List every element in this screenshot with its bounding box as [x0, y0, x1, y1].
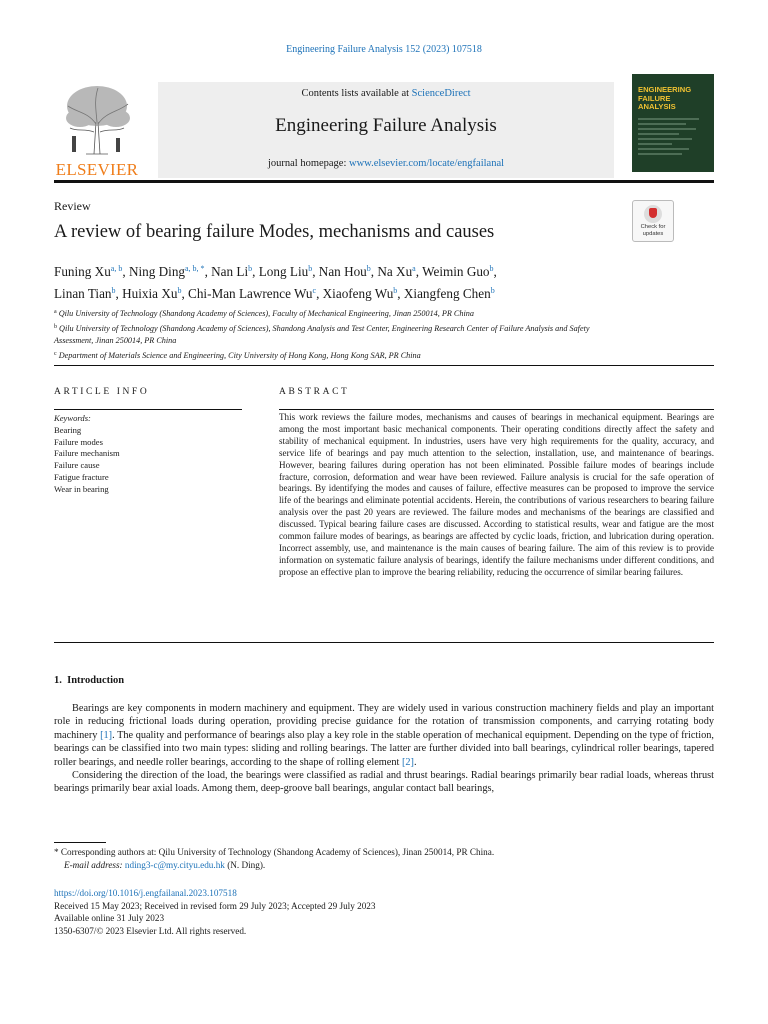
online-date: Available online 31 July 2023 — [54, 913, 165, 924]
keyword: Failure modes — [54, 436, 103, 447]
journal-homepage: journal homepage: www.elsevier.com/locate/engfailanal — [267, 158, 505, 169]
author-affiliation-marker[interactable]: a, b, * — [185, 264, 205, 273]
abstract-rule — [279, 409, 714, 410]
author-affiliation-marker[interactable]: b — [177, 286, 182, 295]
author[interactable]: Huixia Xu — [122, 286, 178, 301]
author[interactable]: Xiangfeng Chen — [403, 286, 491, 301]
elsevier-wordmark: ELSEVIER — [55, 160, 139, 179]
paragraph: Bearings are key components in modern machinery and equipment. They are widely used in various construction machinery fields and play an important role in reducing frictional loads during operation, providing precise guidance for the rotation of transmission components, and carrying rotating body machinery [1]. The quality and performance of bearings also play a key role in the stable operation of mechanical equipment. Depending on the type of friction, bearings can be classified into two main types: sliding and rolling bearings. The latter are further divided into ball bearings, cylindrical roller bearings, tapered roller bearings, and needle roller bearings, according to the shape of rolling element [2]. — [54, 703, 714, 768]
author[interactable]: Funing Xu — [54, 264, 111, 279]
affiliations — [54, 306, 614, 363]
author-affiliation-marker[interactable]: b — [393, 286, 398, 295]
publication-info — [54, 887, 376, 937]
author[interactable]: Xiaofeng Wu — [322, 286, 394, 301]
journal-header-box — [158, 82, 614, 178]
keyword: Bearing — [54, 424, 82, 435]
author-affiliation-marker[interactable]: b — [248, 264, 253, 273]
author-affiliation-marker[interactable]: a, b — [110, 264, 123, 273]
author[interactable]: Nan Hou — [318, 264, 367, 279]
author-affiliation-marker[interactable]: b — [489, 264, 494, 273]
journal-title: Engineering Failure Analysis — [275, 115, 497, 136]
journal-banner — [54, 74, 714, 178]
contents-line: Contents lists available at ScienceDirect — [301, 88, 471, 99]
footnote-rule — [54, 842, 106, 843]
check-for-updates-label: Check for updates — [640, 224, 666, 237]
abstract-text: This work reviews the failure modes, mechanisms and causes of bearings in mechanical equipment. Bearings are among the most important basic mechanical components. Their operating conditions directly affect the safety and stability of mechanical equipment. In industries, users have very high requirements for the quality, accuracy, and service life of bearings and pay much attention to the selection, installation, use, and maintenance of bearings. However, bearing failures during operation has not been eliminated. Possible failure modes of bearings include fracture, corrosion, deformation and wear have been reviewed. Failure analysis is crucial for the safe operation of bearings. By identifying the modes and causes of failure, effective measures can be proposed to improve the service life of the bearings and eliminate potential accidents. Herein, the contributions of various researchers to bearing failure analysis over the past 20 years are reviewed. The failure modes and mechanisms of the bearings are classified and discussed. Typical bearing failure cases are discussed. According to statistical results, wear and fatigue are the most common failure modes of bearings, as bearings are affected by cyclic loads, friction, and lubrication during operation. Incorrect assembly, use, and maintenance is the main causes of bearing failure. The aim of this review is to provide information on systematic failure analysis of bearings, identify the failure mechanisms under different conditions, and propose an effective plan to improve the bearing reliability, reducing the occurrence of similar bearing failures. — [279, 412, 714, 577]
section-heading-introduction: 1. Introduction — [54, 675, 125, 686]
cover-decoration — [638, 118, 706, 158]
author[interactable]: Na Xu — [377, 264, 413, 279]
author-affiliation-marker[interactable]: b — [490, 286, 495, 295]
journal-cover-thumbnail[interactable] — [632, 74, 714, 172]
author-line-2: Linan Tian$^b$, Huixia Xu$^b$, Chi-Man Lawrence Wu$^c$, Xiaofeng Wu$^b$, Xiangfeng Chen$^b$ — [54, 286, 495, 301]
author-affiliation-marker[interactable]: b — [366, 264, 371, 273]
received-dates: Received 15 May 2023; Received in revised form 29 July 2023; Accepted 29 July 2023 — [54, 900, 376, 911]
author-affiliation-marker[interactable]: a — [412, 264, 416, 273]
abstract-end-rule — [54, 642, 714, 643]
keyword: Fatigue fracture — [54, 471, 109, 482]
section-divider — [54, 365, 714, 366]
citation-link[interactable]: [1] — [100, 729, 113, 741]
keywords-block — [54, 413, 120, 496]
author[interactable]: Linan Tian — [54, 286, 112, 301]
author[interactable]: Long Liu — [258, 264, 309, 279]
keyword: Failure cause — [54, 460, 100, 471]
article-type: Review — [54, 199, 91, 213]
author-line-1: Funing Xu$^{a, b}$, Ning Ding$^{a, b, *}$, Nan Li$^b$, Long Liu$^b$, Nan Hou$^b$, Na Xu$^a$, Weimin Guo$^b$, — [54, 264, 497, 279]
article-info-rule — [54, 409, 242, 410]
author-affiliation-marker[interactable]: c — [312, 286, 317, 295]
affiliation: $^c$ Department of Materials Science and Engineering, City University of Hong Kong, Hong Kong SAR, PR China — [54, 351, 421, 360]
keywords-label: Keywords: — [54, 413, 91, 423]
citation-link[interactable]: [2] — [401, 756, 414, 768]
author-list — [54, 259, 654, 303]
paper-title: A review of bearing failure Modes, mechanisms and causes — [54, 222, 495, 242]
author[interactable]: Weimin Guo — [422, 264, 490, 279]
author[interactable]: Chi-Man Lawrence Wu — [188, 286, 313, 301]
homepage-link[interactable]: www.elsevier.com/locate/engfailanal — [349, 158, 505, 169]
sciencedirect-link[interactable]: ScienceDirect — [411, 88, 471, 99]
cover-title: ENGINEERING FAILURE ANALYSIS — [638, 85, 692, 111]
copyright: 1350-6307/© 2023 Elsevier Ltd. All rights reserved. — [54, 925, 247, 936]
header-rule — [54, 180, 714, 183]
author[interactable]: Nan Li — [211, 264, 249, 279]
corresponding-author-footnote: * Corresponding authors at: Qilu University of Technology (Shandong Academy of Sciences), Jinan 250014, PR China. E-mail address: nding3-c@my.cityu.edu.hk (N. Ding). — [54, 847, 495, 870]
doi-link[interactable]: https://doi.org/10.1016/j.engfailanal.2023.107518 — [54, 888, 237, 898]
elsevier-tree-icon — [58, 82, 136, 156]
keyword: Failure mechanism — [54, 448, 120, 459]
keyword: Wear in bearing — [54, 483, 109, 494]
abstract-heading: ABSTRACT — [279, 387, 350, 397]
article-info-heading: ARTICLE INFO — [54, 387, 150, 397]
check-for-updates-button[interactable] — [632, 200, 674, 242]
affiliation: $^b$ Qilu University of Technology (Shandong Academy of Sciences), Shandong Analysis and Test Center, Engineering Research Center of Failure Analysis and Safety Assessment, Jinan 250014, PR China — [54, 324, 590, 345]
journal-reference[interactable]: Engineering Failure Analysis 152 (2023) 107518 — [286, 44, 482, 55]
introduction-body — [54, 702, 714, 796]
affiliation: $^a$ Qilu University of Technology (Shandong Academy of Sciences), Faculty of Mechanical Engineering, Jinan 250014, PR China — [54, 309, 474, 318]
email-link[interactable]: nding3-c@my.cityu.edu.hk — [124, 859, 225, 870]
author-affiliation-marker[interactable]: b — [111, 286, 116, 295]
author-affiliation-marker[interactable]: b — [308, 264, 313, 273]
paragraph: Considering the direction of the load, the bearings were classified as radial and thrust bearings. Radial bearings primarily bear radial loads, whereas thrust bearings primarily bear axial loads. Among them, deep-groove ball bearings, angular contact ball bearings, — [54, 770, 714, 795]
crossmark-icon — [644, 205, 662, 223]
elsevier-logo[interactable] — [54, 82, 140, 178]
author[interactable]: Ning Ding — [128, 264, 185, 279]
